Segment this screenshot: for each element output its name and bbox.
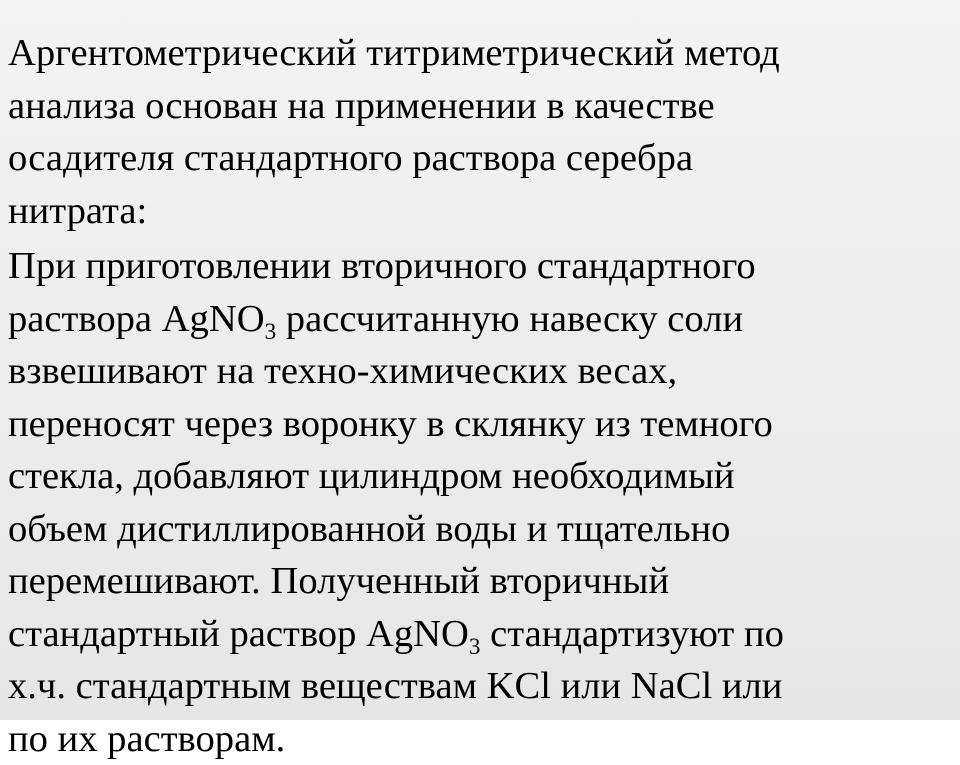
text-line: анализа основан на применении в качестве: [45, 80, 948, 133]
text-line-with-formula: [45, 293, 948, 346]
text-line: стекла, добавляют цилиндром необходимый: [45, 450, 948, 503]
text-segment: стандартный раствор AgNO: [8, 613, 469, 655]
text-line: х.ч. стандартным веществам KCl или NaCl или: [45, 660, 948, 713]
paragraph-method-definition: [8, 0, 948, 237]
formula-subscript: 3: [469, 634, 481, 660]
text-line: перемешивают. Полученный вторичный: [45, 555, 948, 608]
text-line: по их растворам.: [45, 713, 948, 765]
formula-subscript: 3: [265, 319, 277, 345]
text-line: осадителя стандартного раствора серебра: [45, 132, 948, 185]
text-line: взвешивают на техно-химических весах,: [45, 345, 948, 398]
text-segment: раствора AgNO: [8, 298, 265, 340]
text-line-with-formula: [45, 608, 948, 661]
text-line: переносят через воронку в склянку из темного: [45, 398, 948, 451]
paragraph-preparation-procedure: [8, 240, 948, 765]
text-line: Аргентометрический титриметрический метод: [45, 27, 948, 80]
text-line: При приготовлении вторичного стандартного: [45, 240, 948, 293]
text-segment: рассчитанную навеску соли: [276, 298, 743, 340]
text-segment: стандартизуют по: [480, 613, 783, 655]
text-line: объем дистиллированной воды и тщательно: [45, 503, 948, 556]
text-line: нитрата:: [45, 185, 948, 238]
slide-text-body: [8, 0, 948, 720]
